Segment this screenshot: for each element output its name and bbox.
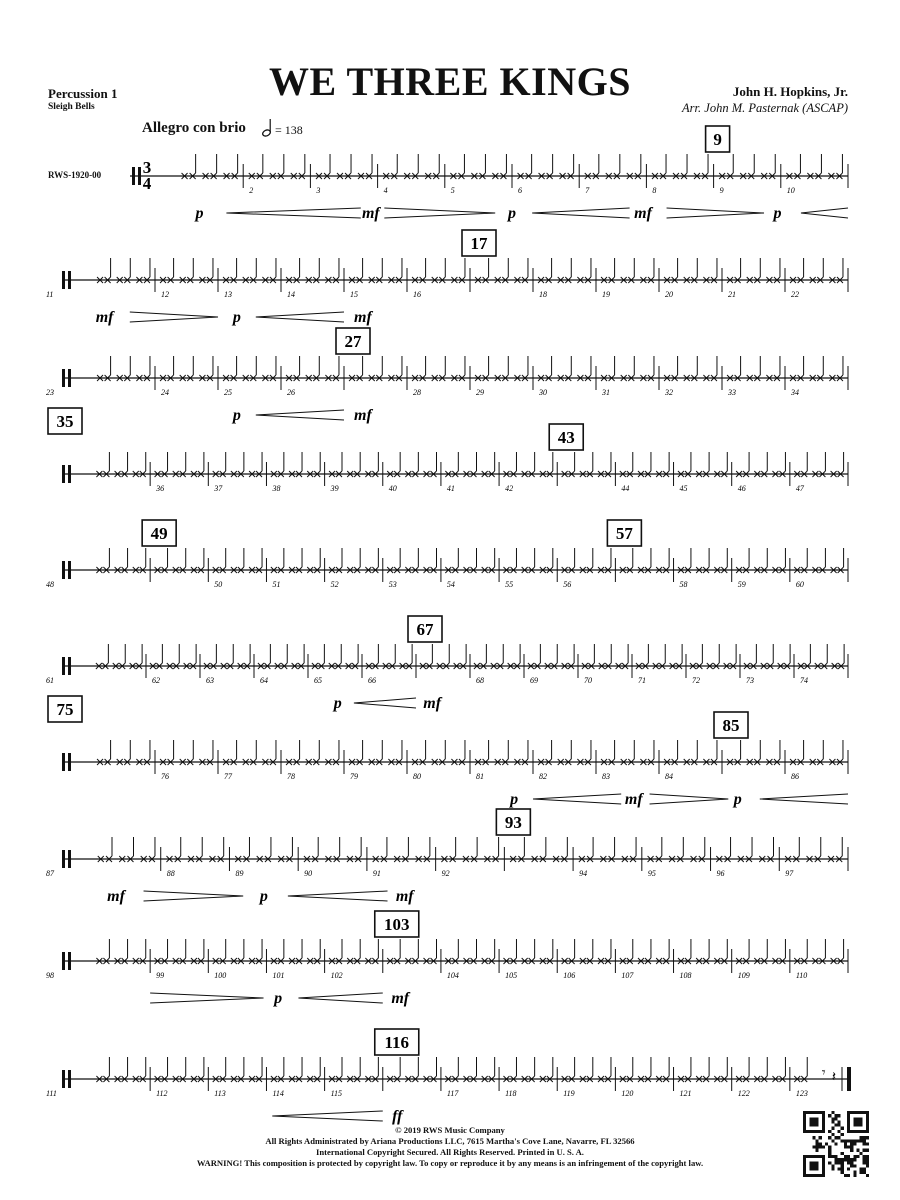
measure-number: 121 (679, 1089, 692, 1098)
dynamic-mark: mf (107, 888, 125, 905)
diminuendo-hairpin (144, 891, 244, 901)
measure-number: 48 (46, 580, 54, 589)
staff-system (46, 328, 848, 424)
crescendo-hairpin (272, 1111, 382, 1121)
measure-number: 18 (539, 290, 547, 299)
measure-number: 76 (161, 772, 169, 781)
measure-number: 105 (505, 971, 518, 980)
percussion-clef-icon (62, 1070, 65, 1088)
measure-number: 107 (621, 971, 634, 980)
crescendo-hairpin (298, 993, 382, 1003)
measure-number: 97 (785, 869, 794, 878)
instrument-name: Sleigh Bells (48, 102, 95, 112)
percussion-clef-icon (68, 561, 71, 579)
percussion-clef-icon (68, 952, 71, 970)
measure-number: 32 (665, 388, 673, 397)
dynamic-mark: mf (361, 205, 380, 222)
percussion-clef-icon (138, 167, 141, 185)
rehearsal-mark: 17 (470, 234, 488, 253)
measure-number: 87 (46, 869, 54, 878)
measure-number: 59 (737, 580, 746, 589)
measure-number: 2 (249, 186, 254, 195)
measure-number: 95 (647, 869, 656, 878)
measure-number: 96 (716, 869, 725, 878)
measure-number: 61 (46, 676, 54, 685)
staff-system (46, 911, 848, 1007)
footer-line: WARNING! This composition is protected by copyright law. To copy or reproduce it by any means is an infringement of the copyright law. (196, 1158, 704, 1168)
dynamic-mark: p (733, 791, 742, 808)
dynamic-mark: p (232, 407, 241, 424)
measure-number: 73 (746, 676, 754, 685)
dynamic-mark: mf (391, 990, 410, 1007)
measure-number: 70 (584, 676, 592, 685)
dynamic-mark: mf (354, 407, 372, 424)
measure-number: 84 (665, 772, 673, 781)
dynamic-mark: p (259, 888, 268, 905)
measure-number: 42 (505, 484, 514, 493)
percussion-clef-icon (68, 369, 71, 387)
measure-number: 41 (446, 484, 455, 493)
staff-system (46, 520, 848, 589)
percussion-clef-icon (62, 952, 65, 970)
measure-number: 15 (350, 290, 358, 299)
tempo-value: = 138 (275, 123, 303, 137)
measure-number: 114 (272, 1089, 284, 1098)
percussion-clef-icon (62, 850, 65, 868)
measure-number: 92 (441, 869, 450, 878)
diminuendo-hairpin (150, 993, 263, 1003)
measure-number: 89 (235, 869, 244, 878)
measure-number: 54 (446, 580, 455, 589)
dynamic-mark: p (274, 990, 283, 1007)
dynamic-mark: mf (395, 888, 414, 905)
measure-number: 119 (563, 1089, 575, 1098)
staff-system (46, 809, 848, 905)
measure-number: 50 (214, 580, 223, 589)
measure-number: 28 (413, 388, 421, 397)
percussion-clef-icon (68, 753, 71, 771)
measure-number: 86 (791, 772, 799, 781)
measure-number: 52 (330, 580, 339, 589)
crescendo-hairpin (354, 698, 416, 708)
measure-number: 11 (46, 290, 54, 299)
final-barline (847, 1067, 851, 1091)
measure-number: 106 (563, 971, 576, 980)
measure-number: 39 (330, 484, 339, 493)
rehearsal-mark: 35 (56, 412, 74, 431)
diminuendo-hairpin (130, 312, 218, 322)
crescendo-hairpin (801, 208, 848, 218)
percussion-clef-icon (62, 753, 65, 771)
percussion-clef-icon (68, 465, 71, 483)
staff-system (46, 230, 848, 326)
crescendo-hairpin (256, 312, 344, 322)
copyright-footer (0, 1125, 900, 1169)
measure-number: 80 (413, 772, 421, 781)
dynamic-mark: p (773, 205, 782, 222)
page-title: WE THREE KINGS (269, 59, 631, 104)
rehearsal-mark: 103 (384, 915, 410, 934)
measure-number: 30 (539, 388, 547, 397)
measure-number: 24 (161, 388, 169, 397)
measure-number: 13 (224, 290, 232, 299)
rehearsal-mark: 9 (713, 130, 722, 149)
measure-number: 6 (518, 186, 522, 195)
percussion-clef-icon (68, 657, 71, 675)
measure-number: 117 (446, 1089, 459, 1098)
measure-number: 23 (46, 388, 54, 397)
measure-number: 83 (602, 772, 610, 781)
measure-number: 60 (795, 580, 804, 589)
measure-number: 22 (791, 290, 799, 299)
measure-number: 90 (304, 869, 313, 878)
footer-line: International Copyright Secured. All Rights Reserved. Printed in U. S. A. (316, 1147, 584, 1157)
measure-number: 94 (579, 869, 588, 878)
dynamic-mark: p (508, 205, 516, 222)
measure-number: 4 (383, 186, 388, 195)
measure-number: 44 (621, 484, 630, 493)
rehearsal-mark: 75 (56, 700, 74, 719)
rehearsal-mark: 67 (416, 620, 434, 639)
measure-number: 77 (224, 772, 232, 781)
arranger-credit: Arr. John M. Pasternak (ASCAP) (682, 101, 848, 115)
diminuendo-hairpin (650, 794, 729, 804)
measure-number: 123 (795, 1089, 808, 1098)
measure-number: 99 (156, 971, 165, 980)
measure-number: 74 (800, 676, 808, 685)
measure-number: 72 (692, 676, 700, 685)
measure-number: 21 (728, 290, 736, 299)
measure-number: 81 (476, 772, 484, 781)
rehearsal-mark: 116 (384, 1033, 410, 1052)
measure-number: 98 (46, 971, 54, 980)
measure-number: 26 (287, 388, 295, 397)
time-signature-top: 3 (142, 158, 152, 177)
composer-credit: John H. Hopkins, Jr. (732, 84, 848, 99)
quarter-rest-icon: 𝄽 (831, 1070, 837, 1085)
diminuendo-hairpin (384, 208, 495, 218)
measure-number: 31 (602, 388, 610, 397)
crescendo-hairpin (760, 794, 848, 804)
footer-line: © 2019 RWS Music Company (395, 1125, 505, 1135)
dynamic-mark: p (195, 205, 204, 222)
dynamic-mark: mf (634, 205, 652, 222)
measure-number: 36 (156, 484, 165, 493)
rehearsal-mark: 57 (615, 524, 633, 543)
percussion-clef-icon (68, 1070, 71, 1088)
measure-number: 82 (539, 772, 547, 781)
measure-number: 46 (737, 484, 746, 493)
measure-number: 20 (665, 290, 673, 299)
dynamic-mark: mf (624, 791, 643, 808)
percussion-clef-icon (62, 369, 65, 387)
measure-number: 10 (786, 186, 795, 195)
measure-number: 25 (224, 388, 232, 397)
measure-number: 64 (260, 676, 268, 685)
measure-number: 40 (388, 484, 397, 493)
footer-line: All Rights Administrated by Ariana Productions LLC, 7615 Martha's Cove Lane, Navarre, FL 32566 (265, 1136, 635, 1146)
measure-number: 62 (152, 676, 160, 685)
measure-number: 58 (679, 580, 688, 589)
catalog-number: RWS-1920-00 (48, 170, 102, 180)
measure-number: 51 (272, 580, 281, 589)
measure-number: 79 (350, 772, 358, 781)
staff-system (46, 1029, 851, 1125)
time-signature-bottom: 4 (142, 174, 152, 193)
part-name: Percussion 1 (48, 86, 118, 101)
measure-number: 110 (795, 971, 808, 980)
measure-number: 111 (46, 1089, 57, 1098)
measure-number: 53 (388, 580, 397, 589)
dynamic-mark: p (232, 309, 241, 326)
percussion-clef-icon (62, 657, 65, 675)
percussion-clef-icon (62, 561, 65, 579)
measure-number: 12 (161, 290, 169, 299)
crescendo-hairpin (533, 794, 621, 804)
measure-number: 101 (272, 971, 285, 980)
dynamic-mark: mf (354, 309, 372, 326)
measure-number: 112 (156, 1089, 168, 1098)
measure-number: 65 (314, 676, 322, 685)
measure-number: 113 (214, 1089, 226, 1098)
measure-number: 100 (214, 971, 227, 980)
measure-number: 69 (530, 676, 538, 685)
eighth-rest-icon: 𝄾 (821, 1066, 826, 1081)
measure-number: 68 (476, 676, 484, 685)
staff-system (46, 616, 848, 712)
measure-number: 66 (368, 676, 376, 685)
percussion-clef-icon (132, 167, 135, 185)
crescendo-hairpin (256, 410, 344, 420)
measure-number: 88 (166, 869, 175, 878)
measure-number: 3 (316, 186, 321, 195)
staff-system (48, 408, 848, 493)
percussion-clef-icon (68, 271, 71, 289)
measure-number: 16 (413, 290, 421, 299)
measure-number: 115 (330, 1089, 343, 1098)
dynamic-mark: mf (95, 309, 114, 326)
percussion-clef-icon (62, 271, 65, 289)
crescendo-hairpin (226, 208, 360, 218)
rehearsal-mark: 85 (722, 716, 740, 735)
measure-number: 14 (287, 290, 295, 299)
rehearsal-mark: 93 (504, 813, 522, 832)
staff-system (48, 696, 848, 808)
rehearsal-mark: 27 (344, 332, 362, 351)
measure-number: 78 (287, 772, 295, 781)
measure-number: 56 (563, 580, 572, 589)
measure-number: 47 (795, 484, 804, 493)
measure-number: 108 (679, 971, 692, 980)
measure-number: 33 (728, 388, 736, 397)
dynamic-mark: ff (392, 1108, 403, 1125)
measure-number: 109 (737, 971, 750, 980)
measure-number: 37 (214, 484, 223, 493)
measure-number: 122 (737, 1089, 750, 1098)
measure-number: 34 (791, 388, 799, 397)
rehearsal-mark: 49 (150, 524, 168, 543)
measure-number: 38 (272, 484, 281, 493)
crescendo-hairpin (532, 208, 629, 218)
dynamic-mark: mf (423, 695, 442, 712)
measure-number: 55 (505, 580, 514, 589)
measure-number: 104 (446, 971, 459, 980)
measure-number: 120 (621, 1089, 634, 1098)
tempo-marking: Allegro con brio (142, 120, 246, 136)
qr-code-icon[interactable] (803, 1111, 869, 1177)
dynamic-mark: p (333, 695, 342, 712)
measure-number: 19 (602, 290, 610, 299)
dynamic-mark: p (510, 791, 519, 808)
measure-number: 45 (679, 484, 688, 493)
staff-system (130, 126, 848, 222)
measure-number: 91 (372, 869, 381, 878)
percussion-clef-icon (68, 850, 71, 868)
diminuendo-hairpin (667, 208, 764, 218)
measure-number: 118 (505, 1089, 517, 1098)
measure-number: 102 (330, 971, 343, 980)
measure-number: 63 (206, 676, 214, 685)
rehearsal-mark: 43 (557, 428, 575, 447)
measure-number: 7 (585, 186, 590, 195)
percussion-clef-icon (62, 465, 65, 483)
measure-number: 29 (476, 388, 484, 397)
measure-number: 9 (719, 186, 724, 195)
measure-number: 8 (652, 186, 657, 195)
crescendo-hairpin (288, 891, 388, 901)
measure-number: 5 (450, 186, 455, 195)
measure-number: 71 (638, 676, 646, 685)
